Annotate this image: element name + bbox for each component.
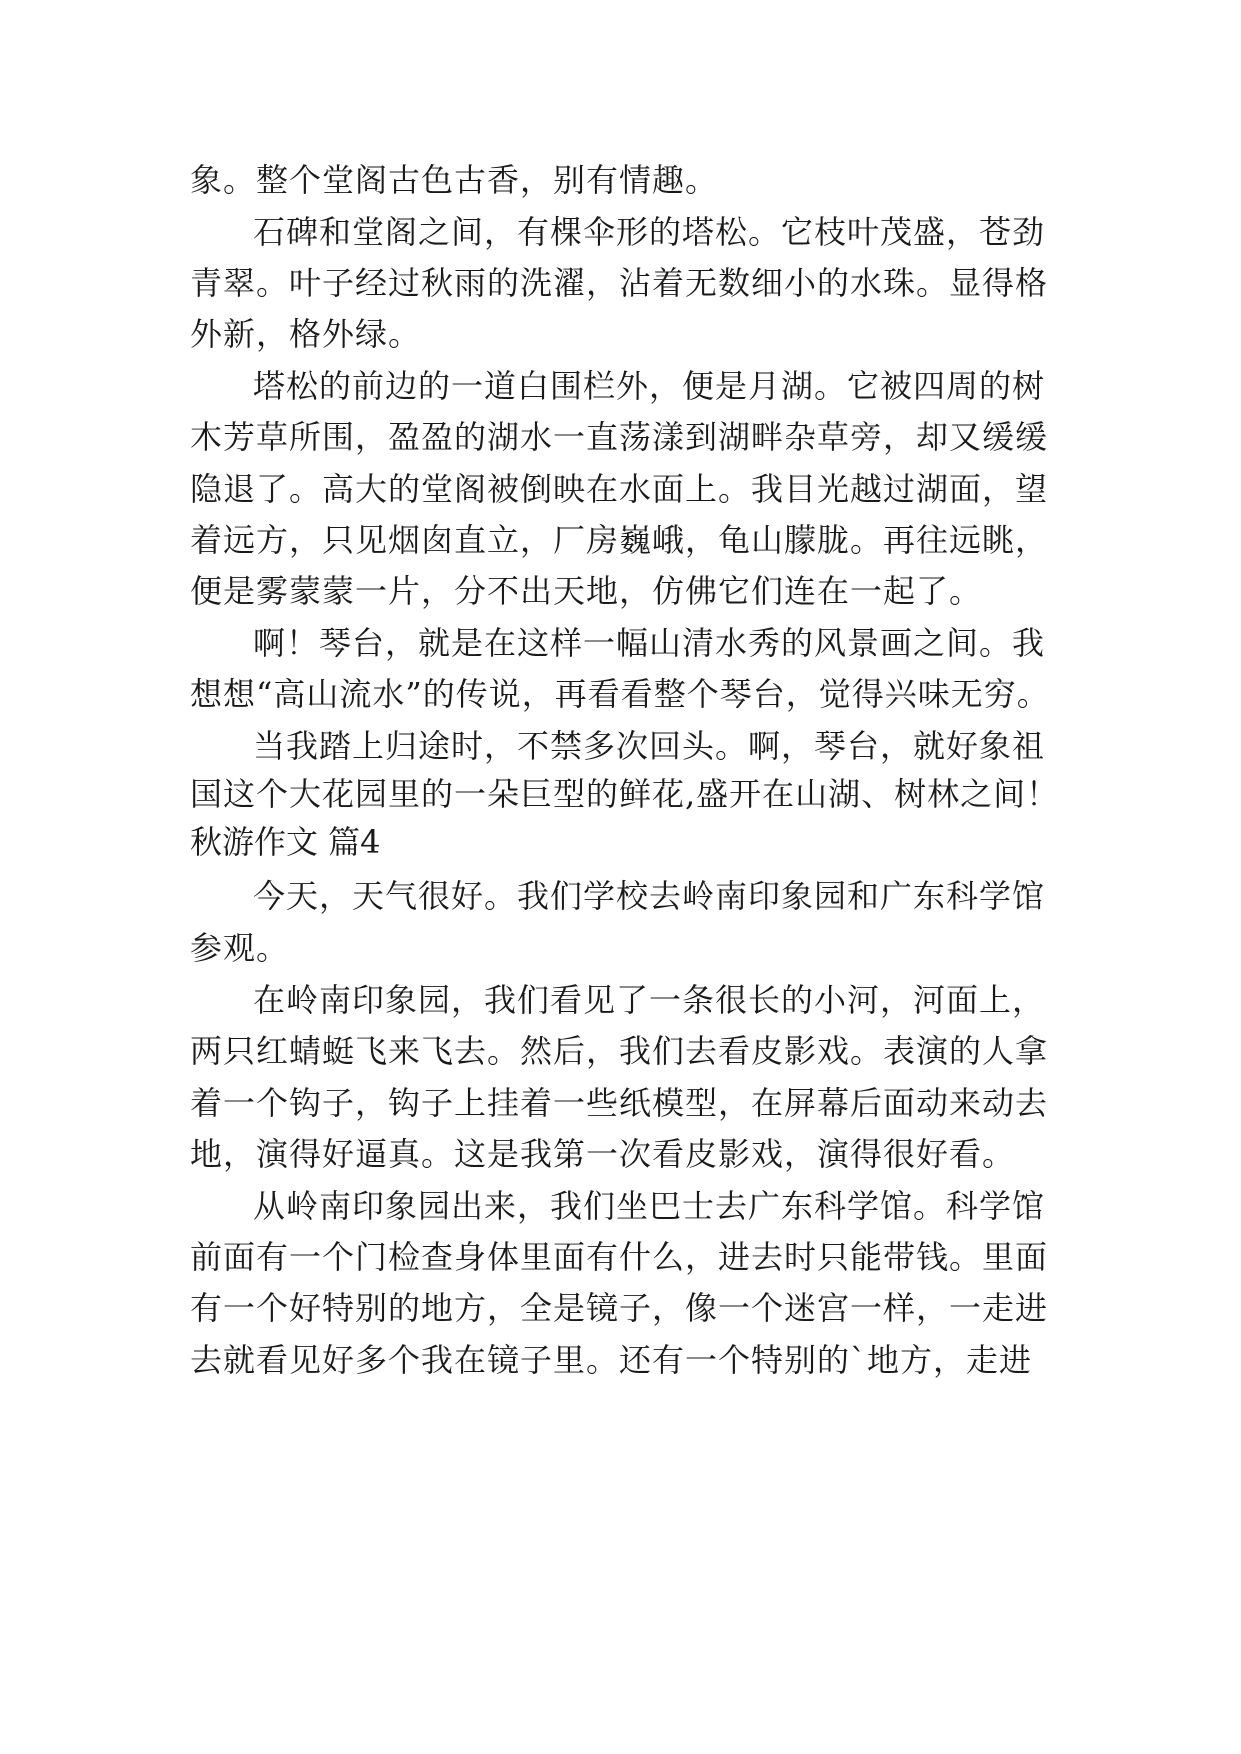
text-line: 想想“高山流水”的传说，再看看整个琴台，觉得兴味无穷。 — [190, 675, 1050, 713]
text-line: 木芳草所围，盈盈的湖水一直荡漾到湖畔杂草旁，却又缓缓 — [190, 418, 1049, 456]
text-line: 地，演得好逼真。这是我第一次看皮影戏，演得很好看。 — [190, 1135, 1016, 1173]
paragraph-start: 今天，天气很好。我们学校去岭南印象园和广东科学馆 — [253, 877, 1046, 915]
paragraph-start: 塔松的前边的一道白围栏外，便是月湖。它被四周的树 — [253, 367, 1046, 405]
text-line: 去就看见好多个我在镜子里。还有一个特别的`地方，走进 — [190, 1341, 1033, 1379]
text-line: 便是雾蒙蒙一片，分不出天地，仿佛它们连在一起了。 — [190, 572, 983, 610]
text-line: 着远方，只见烟囱直立，厂房巍峨，龟山朦胧。再往远眺， — [190, 521, 1049, 559]
text-line: 着一个钩子，钩子上挂着一些纸模型，在屏幕后面动来动去 — [190, 1084, 1049, 1122]
text-line: 青翠。叶子经过秋雨的洗濯，沾着无数细小的水珠。显得格 — [190, 264, 1049, 302]
text-line: 前面有一个门检查身体里面有什么，进去时只能带钱。里面 — [190, 1238, 1049, 1276]
text-line: 两只红蜻蜓飞来飞去。然后，我们去看皮影戏。表演的人拿 — [190, 1032, 1049, 1070]
paragraph-start: 石碑和堂阁之间，有棵伞形的塔松。它枝叶茂盛，苍劲 — [253, 213, 1046, 251]
text-line: 外新，格外绿。 — [190, 315, 422, 353]
paragraph-start: 当我踏上归途时，不禁多次回头。啊，琴台，就好象祖 — [253, 727, 1046, 765]
text-line: 象。整个堂阁古色古香，别有情趣。 — [190, 161, 719, 199]
text-line: 国这个大花园里的一朵巨型的鲜花,盛开在山湖、树林之间！ — [190, 775, 1060, 813]
text-line: 有一个好特别的地方，全是镜子，像一个迷宫一样，一走进 — [190, 1289, 1049, 1327]
section-heading: 秋游作文 篇4 — [190, 823, 381, 861]
paragraph-start: 在岭南印象园，我们看见了一条很长的小河，河面上， — [253, 981, 1046, 1019]
text-line: 隐退了。高大的堂阁被倒映在水面上。我目光越过湖面，望 — [190, 470, 1049, 508]
paragraph-start: 从岭南印象园出来，我们坐巴士去广东科学馆。科学馆 — [253, 1187, 1046, 1225]
text-line: 参观。 — [190, 929, 290, 967]
paragraph-start: 啊！琴台，就是在这样一幅山清水秀的风景画之间。我 — [253, 624, 1046, 662]
